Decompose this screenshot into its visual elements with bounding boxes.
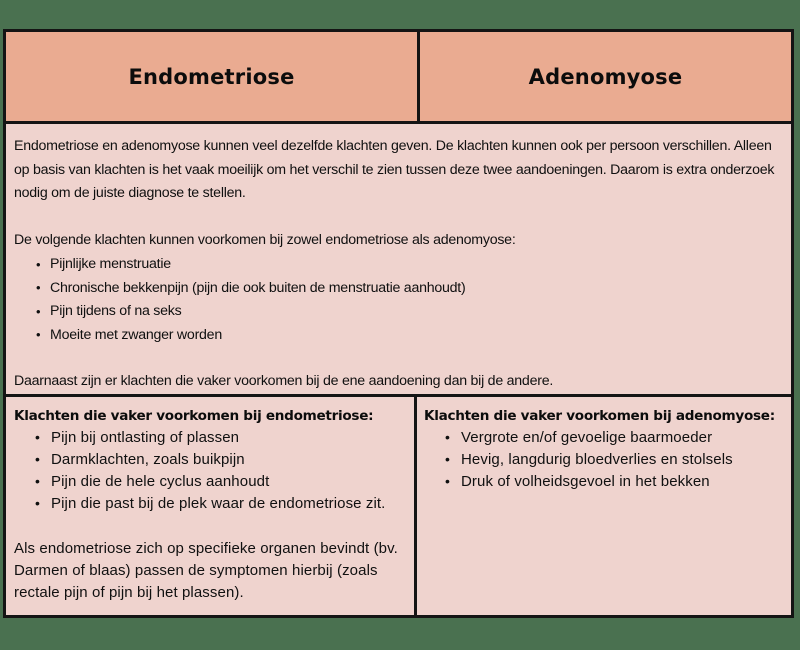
table-header-row [6,32,791,124]
shared-lead-paragraph: De volgende klachten kunnen voorkomen bij zowel endometriose als adenomyose: [14,231,516,248]
shared-closing-paragraph: Daarnaast zijn er klachten die vaker voorkomen bij de ene aandoening dan bij de andere. [14,373,554,389]
list-item: • Pijn die de hele cyclus aanhoudt [35,471,408,493]
list-item: • Vergrote en/of gevoelige baarmoeder [445,427,783,449]
endometriose-column-heading: Klachten die vaker voorkomen bij endometriose: [14,407,374,424]
list-item: • Hevig, langdurig bloedverlies en stolsels [445,449,783,471]
list-item: • Pijnlijke menstruatie [36,253,781,277]
header-cell-endometriose: Endometriose [6,32,420,121]
adenomyose-column [417,397,791,616]
comparison-row [6,397,791,616]
endometriose-column [6,397,417,616]
list-item: • Darmklachten, zoals buikpijn [35,449,408,471]
shared-symptoms-list [14,253,781,347]
endometriose-note-paragraph: Als endometriose zich op specifieke organen bevindt (bv. Darmen of blaas) passen de symptomen hierbij (zoals rectale pijn of pijn bij het plassen). [14,539,398,601]
list-item: • Druk of volheidsgevoel in het bekken [445,471,783,493]
endometriose-symptoms-list [14,427,408,515]
list-item: • Moeite met zwanger worden [36,324,781,348]
comparison-table [3,29,794,618]
list-item: • Chronische bekkenpijn (pijn die ook buiten de menstruatie aanhoudt) [36,277,781,301]
list-item: • Pijn tijdens of na seks [36,300,781,324]
shared-intro-paragraph: Endometriose en adenomyose kunnen veel dezelfde klachten geven. De klachten kunnen ook per persoon verschillen. Alleen op basis van klachten is het vaak moeilijk om het verschil te zien tussen deze twee aandoeningen. Daarom is extra onderzoek nodig om de juiste diagnose te stellen. [14,138,775,201]
adenomyose-column-heading: Klachten die vaker voorkomen bij adenomyose: [424,407,775,424]
adenomyose-symptoms-list [424,427,783,493]
list-item: • Pijn die past bij de plek waar de endometriose zit. [35,493,408,515]
shared-symptoms-section [6,124,791,397]
header-cell-adenomyose: Adenomyose [420,32,791,121]
list-item: • Pijn bij ontlasting of plassen [35,427,408,449]
